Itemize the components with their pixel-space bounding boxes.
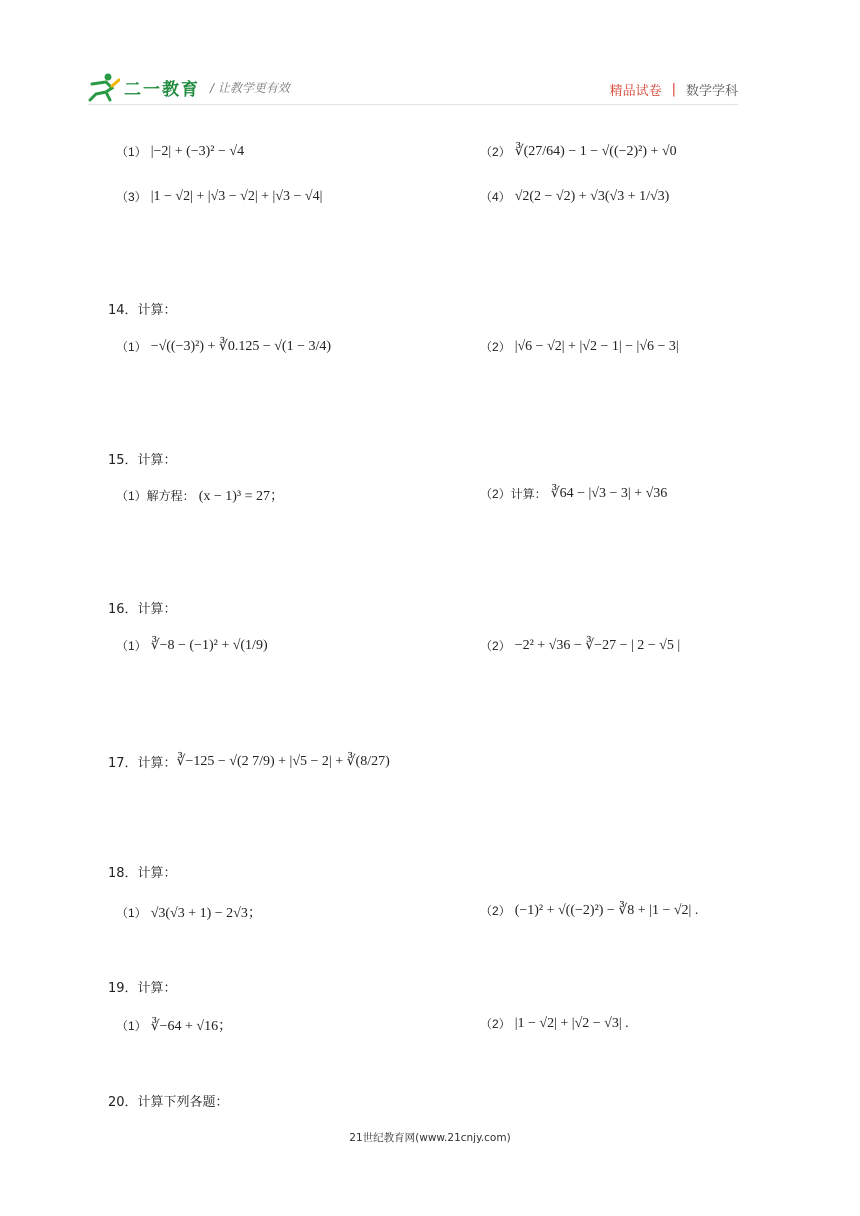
math-expression: −√((−3)²) + ∛0.125 − √(1 − 3/4)	[150, 339, 332, 354]
problem13-item2	[480, 143, 677, 160]
runner-logo-icon	[86, 72, 120, 102]
problem13-item3	[116, 188, 322, 205]
problem19-item2	[480, 1015, 629, 1032]
math-expression: |√6 − √2| + |√2 − 1| − |√6 − 3|	[514, 338, 679, 354]
item-label: （1）解方程：	[116, 488, 195, 503]
problem13-item1	[116, 143, 244, 160]
item-label: （2）计算：	[480, 487, 547, 501]
problem16-item1	[116, 637, 268, 654]
header-divider	[88, 104, 738, 105]
math-expression: ∛64 − |√3 − 3| + √36	[550, 486, 668, 501]
slogan: / 让教学更有效	[210, 80, 290, 95]
math-expression: −2² + √36 − ∛−27 − | 2 − √5 |	[514, 638, 681, 653]
problem18-title: 18．计算：	[108, 866, 177, 881]
item-label: （2）	[480, 145, 511, 159]
problem15-item2	[480, 485, 667, 502]
problem20-title: 20．计算下列各题：	[108, 1095, 229, 1110]
problem17	[108, 752, 390, 771]
problem15-item1	[116, 485, 284, 505]
math-expression: |1 − √2| + |√2 − √3| .	[514, 1015, 629, 1031]
header-separator: |	[671, 82, 676, 97]
problem16-item2	[480, 637, 680, 654]
math-expression: |−2| + (−3)² − √4	[150, 143, 245, 159]
logo	[86, 70, 290, 104]
math-expression: ∛−8 − (−1)² + √(1/9)	[150, 638, 268, 653]
problem19-item1	[116, 1015, 232, 1035]
item-label: （2）	[480, 639, 511, 653]
math-expression: ∛(27/64) − 1 − √((−2)²) + √0	[514, 144, 677, 159]
problem17-title: 17．计算：	[108, 756, 177, 771]
item-label: （3）	[116, 190, 147, 204]
item-label: （1）	[116, 1018, 147, 1033]
item-label: （2）	[480, 1017, 511, 1031]
item-label: （4）	[480, 190, 511, 204]
logo-text: 二一教育	[124, 79, 200, 100]
problem16-title: 16．计算：	[108, 602, 177, 617]
footer-text: 21世纪教育网(www.21cnjy.com)	[349, 1132, 511, 1144]
math-expression: (−1)² + √((−2)²) − ∛8 + |1 − √2| .	[514, 903, 699, 918]
math-expression: ∛−125 − √(2 7/9) + |√5 − 2| + ∛(8/27)	[176, 754, 390, 769]
math-expression: √2(2 − √2) + √3(√3 + 1/√3)	[514, 188, 670, 204]
header-right	[610, 80, 738, 99]
item-label: （1）	[116, 145, 147, 159]
problem19-title: 19．计算：	[108, 981, 177, 996]
problem18-item1	[116, 902, 262, 922]
math-expression: |1 − √2| + |√3 − √2| + |√3 − √4|	[150, 188, 323, 204]
math-expression: (x − 1)³ = 27；	[198, 489, 284, 504]
item-label: （1）	[116, 639, 147, 653]
problem14-item2	[480, 338, 679, 355]
problem15-title: 15．计算：	[108, 453, 177, 468]
item-label: （2）	[480, 340, 511, 354]
problem13-item4	[480, 188, 669, 205]
header-premium-label: 精品试卷	[609, 84, 662, 99]
item-label: （1）	[116, 905, 147, 920]
problem14-title: 14．计算：	[108, 303, 177, 318]
problem14-item1	[116, 338, 331, 355]
math-expression: ∛−64 + √16；	[150, 1019, 233, 1034]
item-label: （1）	[116, 340, 147, 354]
item-label: （2）	[480, 904, 511, 918]
math-expression: √3(√3 + 1) − 2√3；	[150, 906, 262, 921]
header-subject-label: 数学学科	[685, 84, 738, 99]
problem18-item2	[480, 902, 698, 919]
